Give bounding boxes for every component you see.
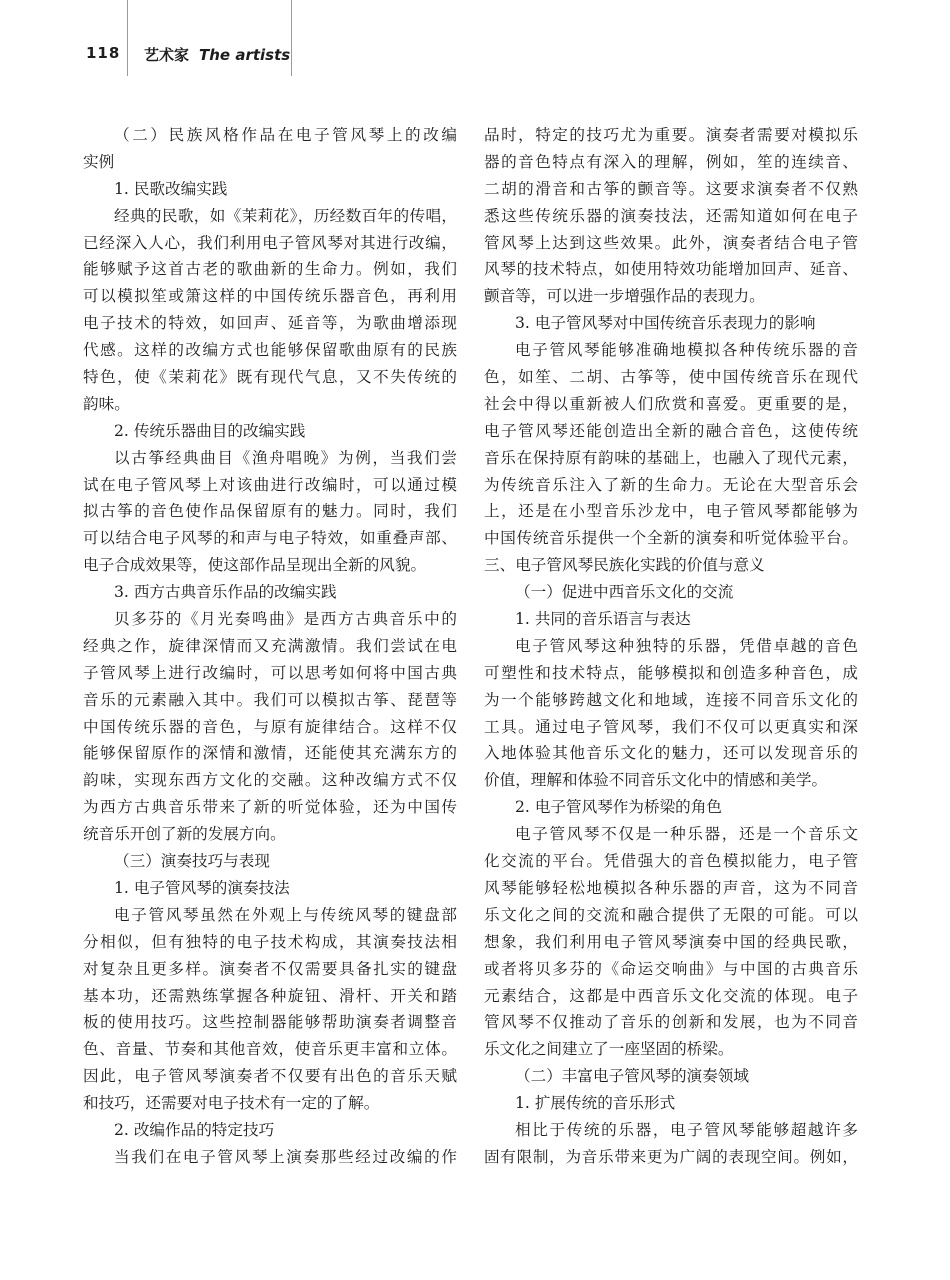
text-line: 电子管风琴能够准确地模拟各种传统乐器的音 [515,341,858,360]
text-line: （二）民族风格作品在电子管风琴上的改编 [114,126,457,144]
text-line: 化交流的平台。凭借强大的音色模拟能力，电子管 [484,852,858,871]
text-line: 特色，使《茉莉花》既有现代气息，又不失传统的 [83,368,457,387]
text-line: 器的音色特点有深入的理解，例如，笙的连续音、 [484,152,858,171]
text-line: 中国传统音乐提供一个全新的演奏和听觉体验平台。 [484,529,858,548]
text-line: 电子技术的特效，如回声、延音等，为歌曲增添现 [83,314,457,333]
text-column-left [83,122,457,1171]
text-line: 或者将贝多芬的《命运交响曲》与中国的古典音乐 [484,959,858,978]
text-line: 元素结合，这都是中西音乐文化交流的体现。电子 [484,986,858,1005]
text-line: 音乐的元素融入其中。我们可以模拟古筝、琵琶等 [83,690,457,709]
text-line: 可塑性和技术特点，能够模拟和创造多种音色，成 [484,663,858,682]
text-line: 风琴能够轻松地模拟各种乐器的声音，这为不同音 [484,878,858,897]
page-number: 118 [86,44,121,62]
text-line: 贝多芬的《月光奏鸣曲》是西方古典音乐中的 [114,610,457,629]
text-line: 代感。这样的改编方式也能够保留歌曲原有的民族 [83,341,457,360]
text-line: 三、电子管风琴民族化实践的价值与意义 [484,556,765,575]
text-line: 3. 西方古典音乐作品的改编实践 [114,583,337,602]
text-line: 为西方古典音乐带来了新的听觉体验，还为中国传 [83,798,457,817]
text-line: 子管风琴上进行改编时，可以思考如何将中国古典 [83,663,457,682]
text-line: 中国传统乐器的音色，与原有旋律结合。这样不仅 [83,717,457,736]
text-line: 音乐在保持原有韵味的基础上，也融入了现代元素， [484,448,858,467]
text-line: 社会中得以重新被人们欣赏和喜爱。更重要的是， [484,394,858,413]
text-line: 管风琴上达到这些效果。此外，演奏者结合电子管 [484,233,858,252]
text-line: 和技巧，还需要对电子技术有一定的了解。 [83,1094,380,1113]
text-line: 拟古筝的音色使作品保留原有的魅力。同时，我们 [83,502,457,521]
text-line: 基本功，还需熟练掌握各种旋钮、滑杆、开关和踏 [83,986,457,1005]
text-line: 1. 共同的音乐语言与表达 [515,610,691,629]
text-line: 电子管风琴虽然在外观上与传统风琴的键盘部 [114,905,457,924]
text-line: 1. 民歌改编实践 [114,179,228,198]
text-line: 颤音等，可以进一步增强作品的表现力。 [484,287,765,306]
text-line: 分相似，但有独特的电子技术构成，其演奏技法相 [83,932,457,951]
text-line: 上，还是在小型音乐沙龙中，电子管风琴都能够为 [484,502,858,521]
text-line: 1. 电子管风琴的演奏技法 [114,878,290,897]
text-line: 板的使用技巧。这些控制器能够帮助演奏者调整音 [83,1013,457,1032]
text-line: 因此，电子管风琴演奏者不仅要有出色的音乐天赋 [83,1067,457,1086]
text-line: 3. 电子管风琴对中国传统音乐表现力的影响 [515,314,816,333]
text-line: 2. 传统乐器曲目的改编实践 [114,421,306,440]
text-line: 2. 改编作品的特定技巧 [114,1120,275,1139]
text-line: 可以模拟笙或箫这样的中国传统乐器音色，再利用 [83,287,457,306]
text-line: 想象，我们利用电子管风琴演奏中国的经典民歌， [484,932,858,951]
text-line: 二胡的滑音和古筝的颤音等。这要求演奏者不仅熟 [484,179,858,198]
text-line: 悉这些传统乐器的演奏技法，还需知道如何在电子 [484,206,858,225]
page-header [0,0,950,80]
text-line: 色，如笙、二胡、古筝等，使中国传统音乐在现代 [484,368,858,387]
text-line: 电子管风琴不仅是一种乐器，还是一个音乐文 [515,825,858,844]
text-line: 乐文化之间的交流和融合提供了无限的可能。可以 [484,905,858,924]
text-line: 电子管风琴这种独特的乐器，凭借卓越的音色 [515,636,858,655]
text-line: 工具。通过电子管风琴，我们不仅可以更真实和深 [484,717,858,736]
text-line: （二）丰富电子管风琴的演奏领域 [515,1067,749,1086]
journal-title-cn: 艺术家 [144,46,190,64]
text-column-right [484,122,858,1171]
text-line: 价值，理解和体验不同音乐文化中的情感和美学。 [484,771,828,790]
text-line: 入地体验其他音乐文化的魅力，还可以发现音乐的 [484,744,858,763]
text-line: 品时，特定的技巧尤为重要。演奏者需要对模拟乐 [484,126,858,144]
text-line: 当我们在电子管风琴上演奏那些经过改编的作 [114,1147,457,1166]
text-line: 韵味。 [83,394,130,413]
header-divider-right [291,0,292,76]
header-divider-left [127,0,128,76]
text-line: 韵味，实现东西方文化的交融。这种改编方式不仅 [83,771,457,790]
text-line: 统音乐开创了新的发展方向。 [83,825,286,844]
text-line: 为一个能够跨越文化和地域，连接不同音乐文化的 [484,690,858,709]
text-line: 乐文化之间建立了一座坚固的桥梁。 [484,1040,734,1059]
text-line: 能够保留原作的深情和激情，还能使其充满东方的 [83,744,457,763]
text-line: 风琴的技术特点，如使用特效功能增加回声、延音、 [484,260,858,279]
journal-title-en: The artists [199,46,291,64]
text-line: 试在电子管风琴上对该曲进行改编时，可以通过模 [83,475,457,494]
text-line: 能够赋予这首古老的歌曲新的生命力。例如，我们 [83,260,457,279]
text-line: 可以结合电子风琴的和声与电子特效，如重叠声部、 [83,529,457,548]
text-line: 以古筝经典曲目《渔舟唱晚》为例，当我们尝 [114,448,457,467]
text-line: 相比于传统的乐器，电子管风琴能够超越许多 [515,1120,858,1139]
text-line: 1. 扩展传统的音乐形式 [515,1094,676,1113]
text-line: 电子管风琴还能创造出全新的融合音色，这使传统 [484,421,858,440]
text-line: 经典的民歌，如《茉莉花》，历经数百年的传唱， [114,206,457,225]
text-line: 管风琴不仅推动了音乐的创新和发展，也为不同音 [484,1013,858,1032]
text-line: （一）促进中西音乐文化的交流 [515,583,734,602]
text-line: 电子合成效果等，使这部作品呈现出全新的风貌。 [83,556,427,575]
journal-title [144,44,290,65]
text-line: 2. 电子管风琴作为桥梁的角色 [515,798,722,817]
text-line: 已经深入人心，我们利用电子管风琴对其进行改编， [83,233,457,252]
text-line: 对复杂且更多样。演奏者不仅需要具备扎实的键盘 [83,959,457,978]
text-line: 固有限制，为音乐带来更为广阔的表现空间。例如， [484,1147,858,1166]
text-line: 为传统音乐注入了新的生命力。无论在大型音乐会 [484,475,858,494]
text-line: （三）演奏技巧与表现 [114,852,270,871]
text-line: 经典之作，旋律深情而又充满激情。我们尝试在电 [83,636,457,655]
text-line: 色、音量、节奏和其他音效，使音乐更丰富和立体。 [83,1040,457,1059]
text-line: 实例 [83,152,115,171]
